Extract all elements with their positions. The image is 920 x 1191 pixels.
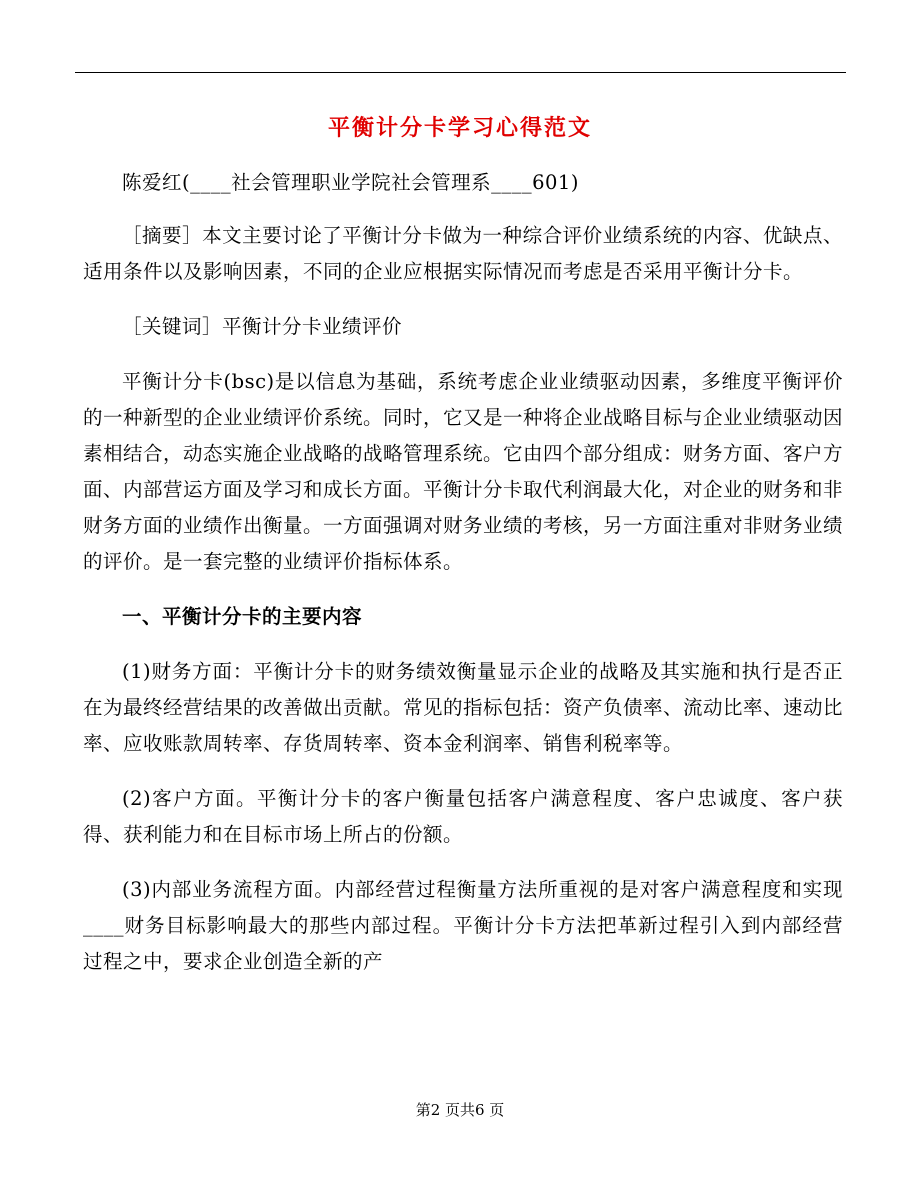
keywords-paragraph: ［关键词］平衡计分卡业绩评价: [122, 315, 403, 338]
header-rule: [75, 72, 846, 73]
financial-item-paragraph: (1)财务方面：平衡计分卡的财务绩效衡量显示企业的战略及其实施和执行是否正在为最终经营结果的改善做出贡献。常见的指标包括：资产负债率、流动比率、速动比率、应收账款周转率、存货周转率、资本金利润率、销售利税率等。: [83, 660, 844, 755]
document-title: 平衡计分卡学习心得范文: [327, 115, 592, 141]
intro-paragraph: 平衡计分卡(bsc)是以信息为基础，系统考虑企业业绩驱动因素，多维度平衡评价的一种新型的企业业绩评价系统。同时，它又是一种将企业战略目标与企业业绩驱动因素相结合，动态实施企业战略的战略管理系统。它由四个部分组成：财务方面、客户方面、内部营运方面及学习和成长方面。平衡计分卡取代利润最大化，对企业的财务和非财务方面的业绩作出衡量。一方面强调对财务业绩的考核，另一方面注重对非财务业绩的评价。是一套完整的业绩评价指标体系。: [83, 370, 844, 573]
document-body: [83, 165, 843, 980]
author-line: 陈爱红(____社会管理职业学院社会管理系____601): [122, 171, 579, 194]
abstract-paragraph: ［摘要］本文主要讨论了平衡计分卡做为一种综合评价业绩系统的内容、优缺点、适用条件以及影响因素，不同的企业应根据实际情况而考虑是否采用平衡计分卡。: [83, 224, 843, 283]
section-heading: 一、平衡计分卡的主要内容: [122, 605, 363, 628]
internal-process-item-paragraph: (3)内部业务流程方面。内部经营过程衡量方法所重视的是对客户满意程度和实现____财务目标影响最大的那些内部过程。平衡计分卡方法把革新过程引入到内部经营过程之中，要求企业创造全新的产: [83, 878, 843, 973]
page-number: 第2 页共6 页: [415, 1101, 505, 1119]
customer-item-paragraph: (2)客户方面。平衡计分卡的客户衡量包括客户满意程度、客户忠诚度、客户获得、获利能力和在目标市场上所占的份额。: [83, 787, 843, 846]
